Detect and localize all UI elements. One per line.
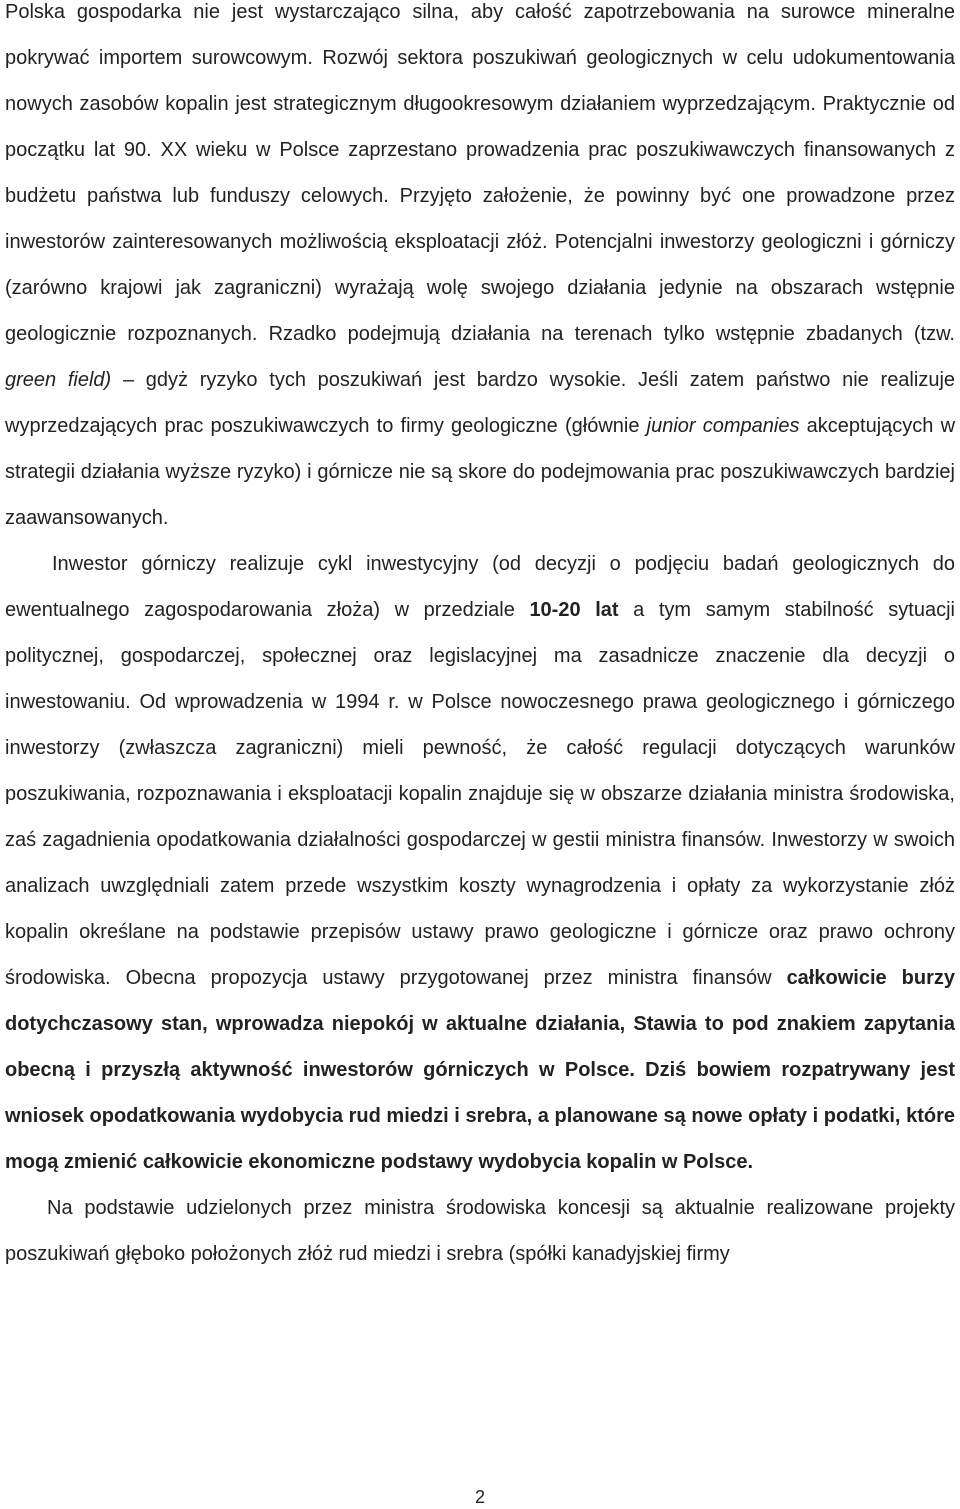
paragraph-3 (5, 1185, 955, 1277)
paragraph-1-text-3: akceptujących w strategii działania wyższe ryzyko) i górnicze nie są skore do podejmowania prac poszukiwawczych bardziej zaawansowanych. (5, 415, 956, 529)
paragraph-1-italic-junior-companies: junior companies (646, 415, 800, 437)
paragraph-1-text-2: – gdyż ryzyko tych poszukiwań jest bardzo wysokie. Jeśli zatem państwo nie realizuje wyprzedzających prac poszukiwawczych to firmy geologiczne (głównie (5, 369, 956, 437)
paragraph-1-text-1: Polska gospodarka nie jest wystarczająco silna, aby całość zapotrzebowania na surowce mineralne pokrywać importem surowcowym. Rozwój sektora poszukiwań geologicznych w celu udokumentowania nowych zasobów kopalin jest strategicznym długookresowym działaniem wyprzedzającym. Praktycznie od początku lat 90. XX wieku w Polsce zaprzestano prowadzenia prac poszukiwawczych finansowanych z budżetu państwa lub funduszy celowych. Przyjęto założenie, że powinny być one prowadzone przez inwestorów zainteresowanych możliwością eksploatacji złóż. Potencjalni inwestorzy geologiczni i górniczy (zarówno krajowi jak zagraniczni) wyrażają wolę swojego działania jedynie na obszarach wstępnie geologicznie rozpoznanych. Rzadko podejmują działania na terenach tylko wstępnie zbadanych (tzw. (5, 1, 955, 345)
paragraph-2-text-2: a tym samym stabilność sytuacji politycznej, gospodarczej, społecznej oraz legislacyjnej ma zasadnicze znaczenie dla decyzji o inwestowaniu. Od wprowadzenia w 1994 r. w Polsce nowoczesnego prawa geologicznego i górniczego inwestorzy (zwłaszcza zagraniczni) mieli pewność, że całość regulacji dotyczących warunków poszukiwania, rozpoznawania i eksploatacji kopalin znajduje się w obszarze działania ministra środowiska, zaś zagadnienia opodatkowania działalności gospodarczej w gestii ministra finansów. Inwestorzy w swoich analizach uwzględniali zatem przede wszystkim koszty wynagrodzenia i opłaty za wykorzystanie złóż kopalin określane na podstawie przepisów ustawy prawo geologiczne i górnicze oraz prawo ochrony środowiska. Obecna propozycja ustawy przygotowanej przez ministra finansów (5, 599, 955, 989)
paragraph-2-text-1: Inwestor górniczy realizuje cykl inwestycyjny (od decyzji o podjęciu badań geologicznych do ewentualnego zagospodarowania złoża) w przedziale (5, 553, 955, 621)
page-number: 2 (474, 1487, 485, 1507)
paragraph-2-bold-statement: całkowicie burzy dotychczasowy stan, wprowadza niepokój w aktualne działania, Stawia to pod znakiem zapytania obecną i przyszłą aktywność inwestorów górniczych w Polsce. Dziś bowiem rozpatrywany jest wniosek opodatkowania wydobycia rud miedzi i srebra, a planowane są nowe opłaty i podatki, które mogą zmienić całkowicie ekonomiczne podstawy wydobycia kopalin w Polsce. (5, 967, 955, 1173)
paragraph-2 (5, 541, 955, 1185)
document-body (5, 0, 955, 1277)
paragraph-3-text-1: Na podstawie udzielonych przez ministra środowiska koncesji są aktualnie realizowane projekty poszukiwań głęboko położonych złóż rud miedzi i srebra (spółki kanadyjskiej firmy (5, 1197, 955, 1265)
paragraph-1 (5, 0, 955, 541)
paragraph-2-bold-years: 10-20 lat (529, 599, 619, 621)
paragraph-1-italic-green-field: green field) (5, 369, 112, 391)
